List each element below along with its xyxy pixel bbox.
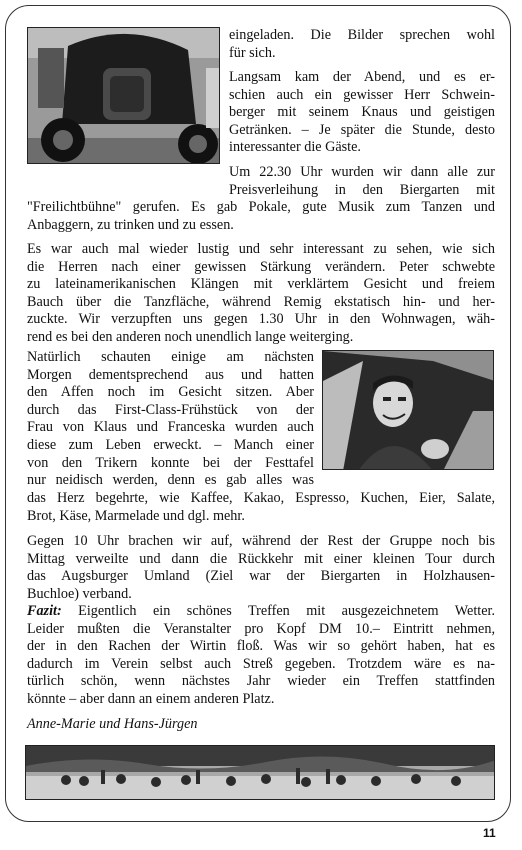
text-line: Mittag verweilte und dann die Rückkehr mit einer kleinen Tour durch — [27, 550, 495, 567]
text-line: Brot, Käse, Marmelade und dgl. mehr. — [27, 507, 245, 524]
text-line: für sich. — [229, 44, 276, 61]
paragraph-6 — [27, 533, 495, 603]
paragraph-4 — [27, 241, 495, 347]
text-line: zuckte. Wir verzupften uns gegen 1.30 Uhr in den Wohnwagen, wäh- — [27, 311, 495, 328]
text-line: Buchloe) verband. — [27, 585, 132, 602]
text-line: die Herren nach einer gewissen Stärkung verändern. Peter schwebte — [27, 258, 495, 275]
text-line: zu lateinamerikanischen Klängen mit verklärtem Gesicht und freiem — [27, 276, 495, 293]
text-line: den Affen noch im Gesicht sitzen. Aber — [27, 384, 314, 401]
text-line: Getränken. – Je später die Stunde, desto — [229, 121, 495, 138]
paragraph-1 — [229, 27, 495, 62]
text-line: "Freilichtbühne" gerufen. Es gab Pokale, gute Musik zum Tanzen und — [27, 199, 495, 215]
text-line: Es war auch mal wieder lustig und sehr interessant zu sehen, wie sich — [27, 241, 495, 257]
text-line: Leider mußten die Veranstalter pro Kopf DM 10.– Eintritt nehmen, — [27, 620, 495, 637]
paragraph-3-cont — [27, 199, 495, 234]
text-line: Langsam kam der Abend, und es er- — [229, 69, 495, 85]
fazit-paragraph — [27, 603, 495, 709]
photo-panorama — [25, 745, 495, 800]
text-line: der in den Rachen der Wirtin floß. Was wir so gehört haben, hat es — [27, 638, 495, 655]
text-line: rend es bei den anderen noch unendlich lange weiterging. — [27, 328, 354, 345]
paragraph-5 — [27, 349, 314, 490]
text-line: das Augsburger Umland (Ziel war der Biergarten in Holzhausen- — [27, 568, 495, 585]
text-line: Anbaggern, zu trinken und zu essen. — [27, 216, 234, 233]
photo-trike — [27, 27, 220, 164]
photo-tent — [322, 350, 494, 470]
text-line: Morgen dementsprechend aus und hatten — [27, 366, 314, 383]
fazit-line: Eigentlich ein schönes Treffen mit ausgezeichnetem Wetter. — [61, 603, 495, 619]
text-line: interessanter die Gäste. — [229, 139, 361, 156]
text-line: schien auch ein gewisser Herr Schwein- — [229, 86, 495, 103]
text-line: eingeladen. Die Bilder sprechen wohl — [229, 27, 495, 43]
text-line: das Herz begehrte, wie Kaffee, Kakao, Espresso, Kuchen, Eier, Salate, — [27, 490, 495, 506]
text-line: Bauch über die Tanzfläche, während Remig ekstatisch hin- und her- — [27, 293, 495, 310]
text-line: diese zum Leben erweckt. – Manch einer — [27, 436, 314, 453]
text-line: Preisverleihung in den Biergarten mit — [229, 181, 495, 198]
signature: Anne-Marie und Hans-Jürgen — [27, 716, 198, 732]
text-line: nur neidisch werden, denn es gab alles was — [27, 472, 314, 489]
text-line: von den Trikern konnte bei der Festtafel — [27, 454, 314, 471]
page-number: 11 — [483, 826, 496, 840]
text-line: dadurch im Verein selbst auch Streß gegeben. Trotzdem wäre es na- — [27, 655, 495, 672]
text-line: könnte – aber dann an einem anderen Platz. — [27, 690, 275, 707]
text-line: Natürlich schauten einige am nächsten — [27, 349, 314, 365]
paragraph-5-cont — [27, 490, 495, 525]
fazit-label: Fazit: — [27, 603, 62, 619]
text-line: berger mit seinem Knaus und geistigen — [229, 104, 495, 121]
text-line — [27, 603, 495, 621]
text-line: türlich schön, wenn nächstes Jahr wieder ein Treffen stattfinden — [27, 673, 495, 690]
text-line: Um 22.30 Uhr wurden wir dann alle zur — [229, 164, 495, 180]
text-line: Gegen 10 Uhr brachen wir auf, während der Rest der Gruppe noch bis — [27, 533, 495, 549]
text-line: Frau von Klaus und Franceska wurden auch — [27, 419, 314, 436]
paragraph-2 — [229, 69, 495, 157]
paragraph-3 — [229, 164, 495, 199]
text-line: durch das First-Class-Frühstück von der — [27, 401, 314, 418]
